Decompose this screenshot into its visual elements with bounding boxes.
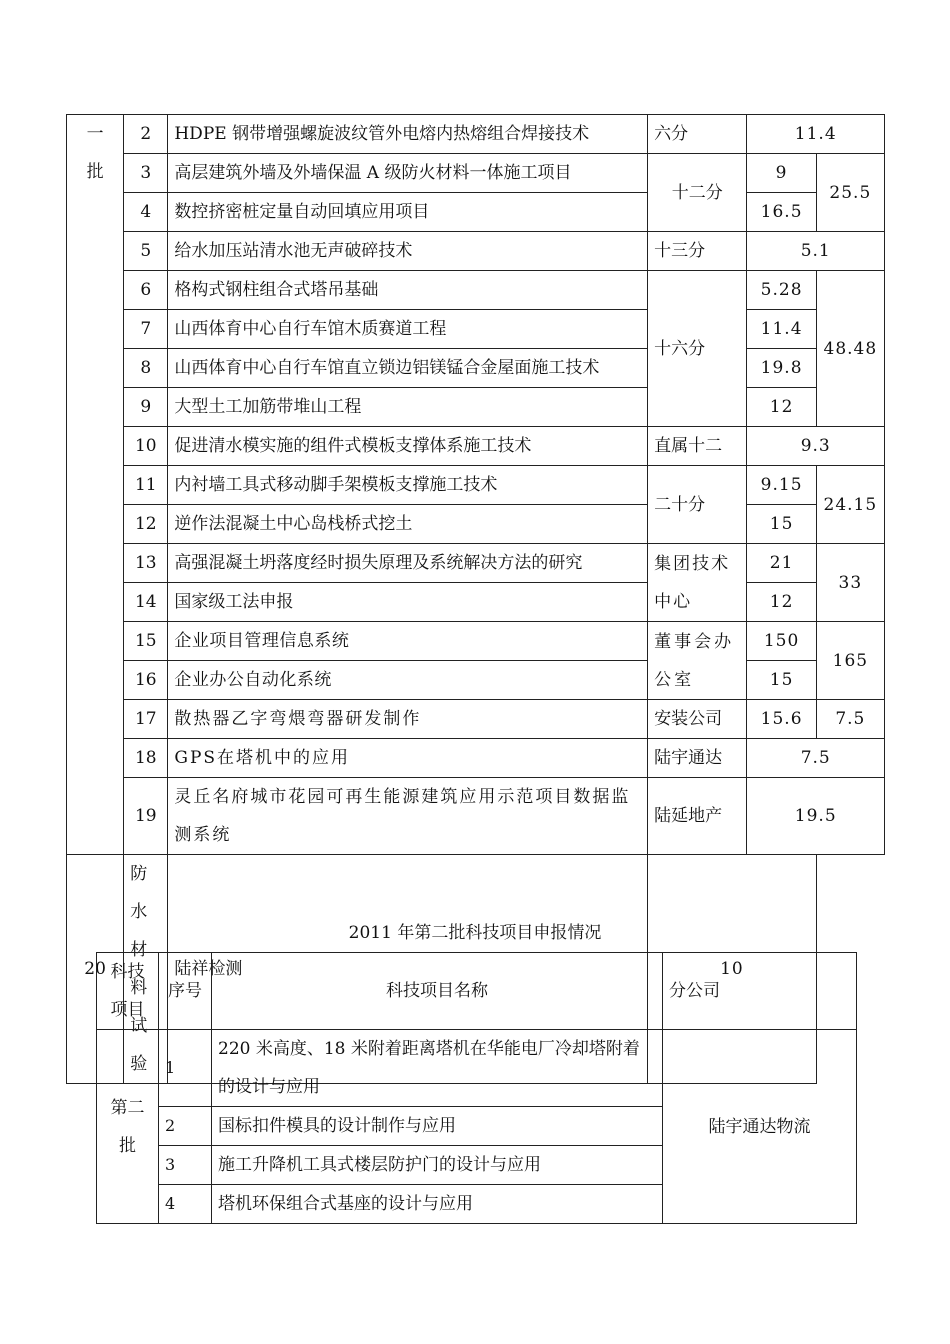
batch-label: 第二批 (97, 1030, 159, 1224)
project-name: 促进清水模实施的组件式模板支撑体系施工技术 (168, 427, 648, 466)
amount: 10 (648, 855, 817, 1084)
project-name: 给水加压站清水池无声破碎技术 (168, 232, 648, 271)
amount: 11.4 (747, 115, 885, 154)
row-number: 5 (124, 232, 168, 271)
table-caption: 2011 年第二批科技项目申报情况 (348, 923, 602, 943)
department: 董事会办公室 (648, 622, 747, 700)
project-name: 企业办公自动化系统 (168, 661, 648, 700)
amount: 21 (747, 544, 816, 583)
row-number: 3 (159, 1146, 212, 1185)
table-row (67, 154, 885, 193)
row-number: 4 (159, 1185, 212, 1224)
amount: 150 (747, 622, 816, 661)
amount: 16.5 (747, 193, 816, 232)
table-row (67, 232, 885, 271)
amount: 7.5 (747, 739, 885, 778)
row-number: 10 (124, 427, 168, 466)
table-header-row (97, 953, 857, 1030)
project-name: 内衬墙工具式移动脚手架模板支撑施工技术 (168, 466, 648, 505)
batch-label: 一 批 (67, 115, 124, 855)
table-row (67, 778, 885, 855)
department: 集团技术中心 (648, 544, 747, 622)
amount: 12 (747, 388, 816, 427)
row-number: 2 (124, 115, 168, 154)
department: 陆延地产 (648, 778, 747, 855)
project-name: 防水材料试验 (124, 855, 168, 1084)
department: 陆祥检测 (168, 855, 648, 1084)
subtotal: 165 (816, 622, 884, 700)
row-number: 15 (124, 622, 168, 661)
table-row (67, 115, 885, 154)
amount: 9 (747, 154, 816, 193)
table-row (67, 700, 885, 739)
project-name: 高层建筑外墙及外墙保温 A 级防火材料一体施工项目 (168, 154, 648, 193)
amount: 15 (747, 505, 816, 544)
row-number: 14 (124, 583, 168, 622)
company: 陆宇通达物流 (663, 1030, 857, 1224)
table-row (67, 310, 885, 349)
project-name: 塔机环保组合式基座的设计与应用 (212, 1185, 663, 1224)
amount: 5.1 (747, 232, 885, 271)
department: 二十分 (648, 466, 747, 544)
table-row (67, 583, 885, 622)
project-name: 企业项目管理信息系统 (168, 622, 648, 661)
project-name: 逆作法混凝土中心岛栈桥式挖土 (168, 505, 648, 544)
row-number: 9 (124, 388, 168, 427)
project-name: HDPE 钢带增强螺旋波纹管外电熔内热熔组合焊接技术 (168, 115, 648, 154)
row-number: 6 (124, 271, 168, 310)
amount: 12 (747, 583, 816, 622)
subtotal: 25.5 (816, 154, 884, 232)
amount: 11.4 (747, 310, 816, 349)
amount: 19.8 (747, 349, 816, 388)
row-number: 20 (67, 855, 124, 1084)
header-company: 分公司 (663, 953, 857, 1030)
row-number: 11 (124, 466, 168, 505)
project-name: 220 米高度、18 米附着距离塔机在华能电厂冷却塔附着的设计与应用 (212, 1030, 663, 1107)
table-row (67, 622, 885, 661)
row-number: 17 (124, 700, 168, 739)
project-name: 大型土工加筋带堆山工程 (168, 388, 648, 427)
header-number: 序号 (159, 953, 212, 1030)
project-name: 国标扣件模具的设计制作与应用 (212, 1107, 663, 1146)
projects-table-batch-2 (96, 952, 857, 1224)
table-row (67, 544, 885, 583)
table-row (67, 466, 885, 505)
department: 十三分 (648, 232, 747, 271)
amount: 19.5 (747, 778, 885, 855)
amount: 7.5 (816, 700, 884, 739)
row-number: 18 (124, 739, 168, 778)
department: 六分 (648, 115, 747, 154)
table-row (67, 505, 885, 544)
table-row (67, 271, 885, 310)
amount: 15.6 (747, 700, 816, 739)
project-name: 格构式钢柱组合式塔吊基础 (168, 271, 648, 310)
project-name: 灵丘名府城市花园可再生能源建筑应用示范项目数据监测系统 (168, 778, 648, 855)
row-number: 4 (124, 193, 168, 232)
project-name: 山西体育中心自行车馆直立锁边铝镁锰合金屋面施工技术 (168, 349, 648, 388)
row-number: 1 (159, 1030, 212, 1107)
project-name: 施工升降机工具式楼层防护门的设计与应用 (212, 1146, 663, 1185)
table-row (67, 388, 885, 427)
project-name: GPS在塔机中的应用 (168, 739, 648, 778)
department: 十二分 (648, 154, 747, 232)
department: 直属十二 (648, 427, 747, 466)
subtotal: 48.48 (816, 271, 884, 427)
amount: 9.15 (747, 466, 816, 505)
amount: 9.3 (747, 427, 885, 466)
subtotal: 24.15 (816, 466, 884, 544)
row-number: 12 (124, 505, 168, 544)
row-number: 13 (124, 544, 168, 583)
subtotal: 33 (816, 544, 884, 622)
project-name: 散热器乙字弯煨弯器研发制作 (168, 700, 648, 739)
project-name: 高强混凝土坍落度经时损失原理及系统解决方法的研究 (168, 544, 648, 583)
header-project-name: 科技项目名称 (212, 953, 663, 1030)
table-row (67, 193, 885, 232)
row-number: 2 (159, 1107, 212, 1146)
amount: 5.28 (747, 271, 816, 310)
amount: 15 (747, 661, 816, 700)
row-number: 3 (124, 154, 168, 193)
department: 陆宇通达 (648, 739, 747, 778)
row-number: 8 (124, 349, 168, 388)
row-number: 19 (124, 778, 168, 855)
header-category: 科技项目 (97, 953, 159, 1030)
project-name: 数控挤密桩定量自动回填应用项目 (168, 193, 648, 232)
row-number: 7 (124, 310, 168, 349)
department: 安装公司 (648, 700, 747, 739)
table-row (67, 739, 885, 778)
project-name: 山西体育中心自行车馆木质赛道工程 (168, 310, 648, 349)
table-row (67, 427, 885, 466)
table-row (97, 1030, 857, 1107)
department: 十六分 (648, 271, 747, 427)
table-row (67, 661, 885, 700)
project-name: 国家级工法申报 (168, 583, 648, 622)
row-number: 16 (124, 661, 168, 700)
